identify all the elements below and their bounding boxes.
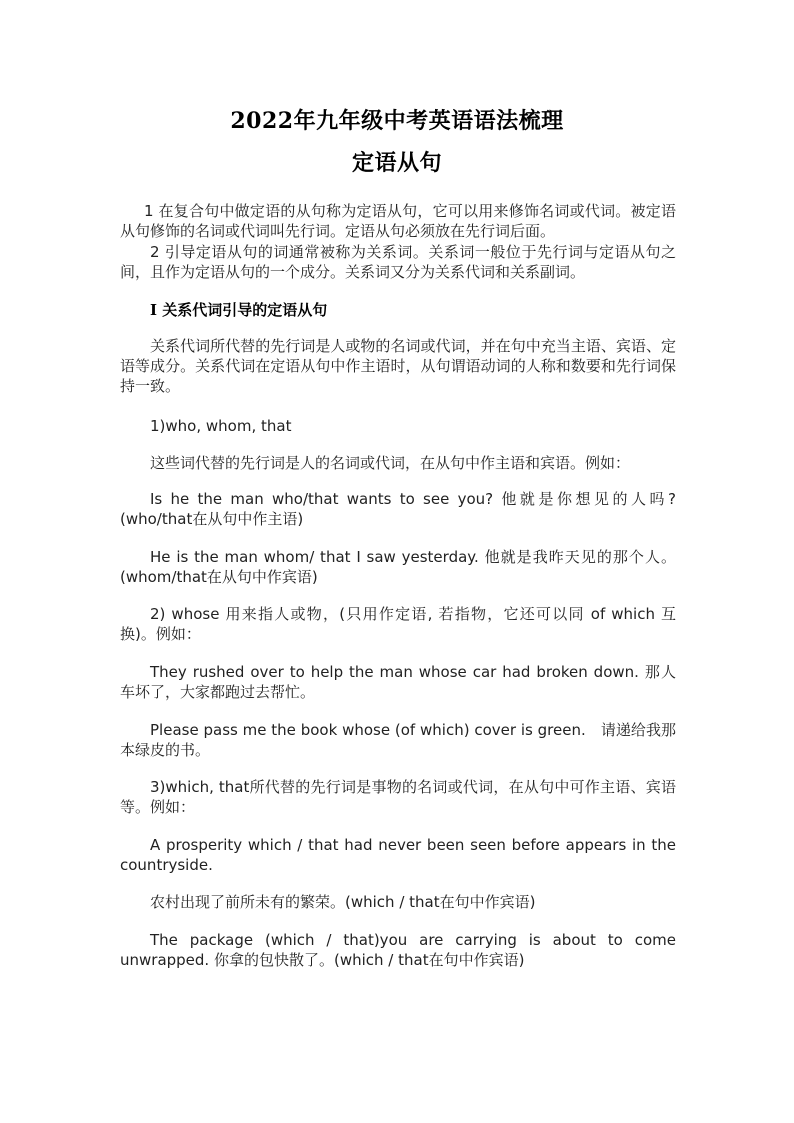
paragraph-pronoun-intro: 关系代词所代替的先行词是人或物的名词或代词，并在句中充当主语、宾语、定语等成分。关系代词在定语从句中作主语时，从句谓语动词的人称和数要和先行词保持一致。 [120, 337, 676, 395]
example-whose-car: They rushed over to help the man whose car had broken down. 那人车坏了，大家都跑过去帮忙。 [120, 663, 676, 701]
paragraph-which-that-explanation: 3)which, that所代替的先行词是事物的名词或代词，在从句中可作主语、宾语等。例如： [120, 778, 676, 816]
example-prosperity: A prosperity which / that had never been seen before appears in the countryside. [120, 836, 676, 874]
document-subtitle: 定语从句 [351, 150, 442, 176]
section-heading-relative-pronouns: I 关系代词引导的定语从句 [150, 301, 328, 319]
paragraph-relative-words: 2 引导定语从句的词通常被称为关系词。关系词一般位于先行词与定语从句之间，且作为定语从句的一个成分。关系词又分为关系代词和关系副词。 [120, 243, 676, 281]
example-who-subject: Is he the man who/that wants to see you? 他就是你想见的人吗?(who/that在从句中作主语) [120, 490, 676, 528]
document-title: 2022年九年级中考英语语法梳理 [230, 108, 564, 134]
example-package: The package (which / that)you are carrying is about to come unwrapped. 你拿的包快散了。(which / that在句中作宾语) [120, 931, 676, 969]
example-whom-object: He is the man whom/ that I saw yesterday. 他就是我昨天见的那个人。(whom/that在从句中作宾语) [120, 548, 676, 586]
paragraph-who-explanation: 这些词代替的先行词是人的名词或代词，在从句中作主语和宾语。例如： [150, 454, 631, 472]
paragraph-whose-explanation: 2) whose 用来指人或物，(只用作定语, 若指物，它还可以同 of which 互换)。例如： [120, 605, 676, 643]
example-prosperity-translation: 农村出现了前所未有的繁荣。(which / that在句中作宾语) [150, 893, 536, 911]
paragraph-definition: 1 在复合句中做定语的从句称为定语从句，它可以用来修饰名词或代词。被定语从句修饰的名词或代词叫先行词。定语从句必须放在先行词后面。 [120, 202, 676, 240]
subheading-who-whom-that: 1)who, whom, that [150, 417, 292, 435]
example-whose-book: Please pass me the book whose (of which) cover is green. 请递给我那本绿皮的书。 [120, 721, 676, 759]
